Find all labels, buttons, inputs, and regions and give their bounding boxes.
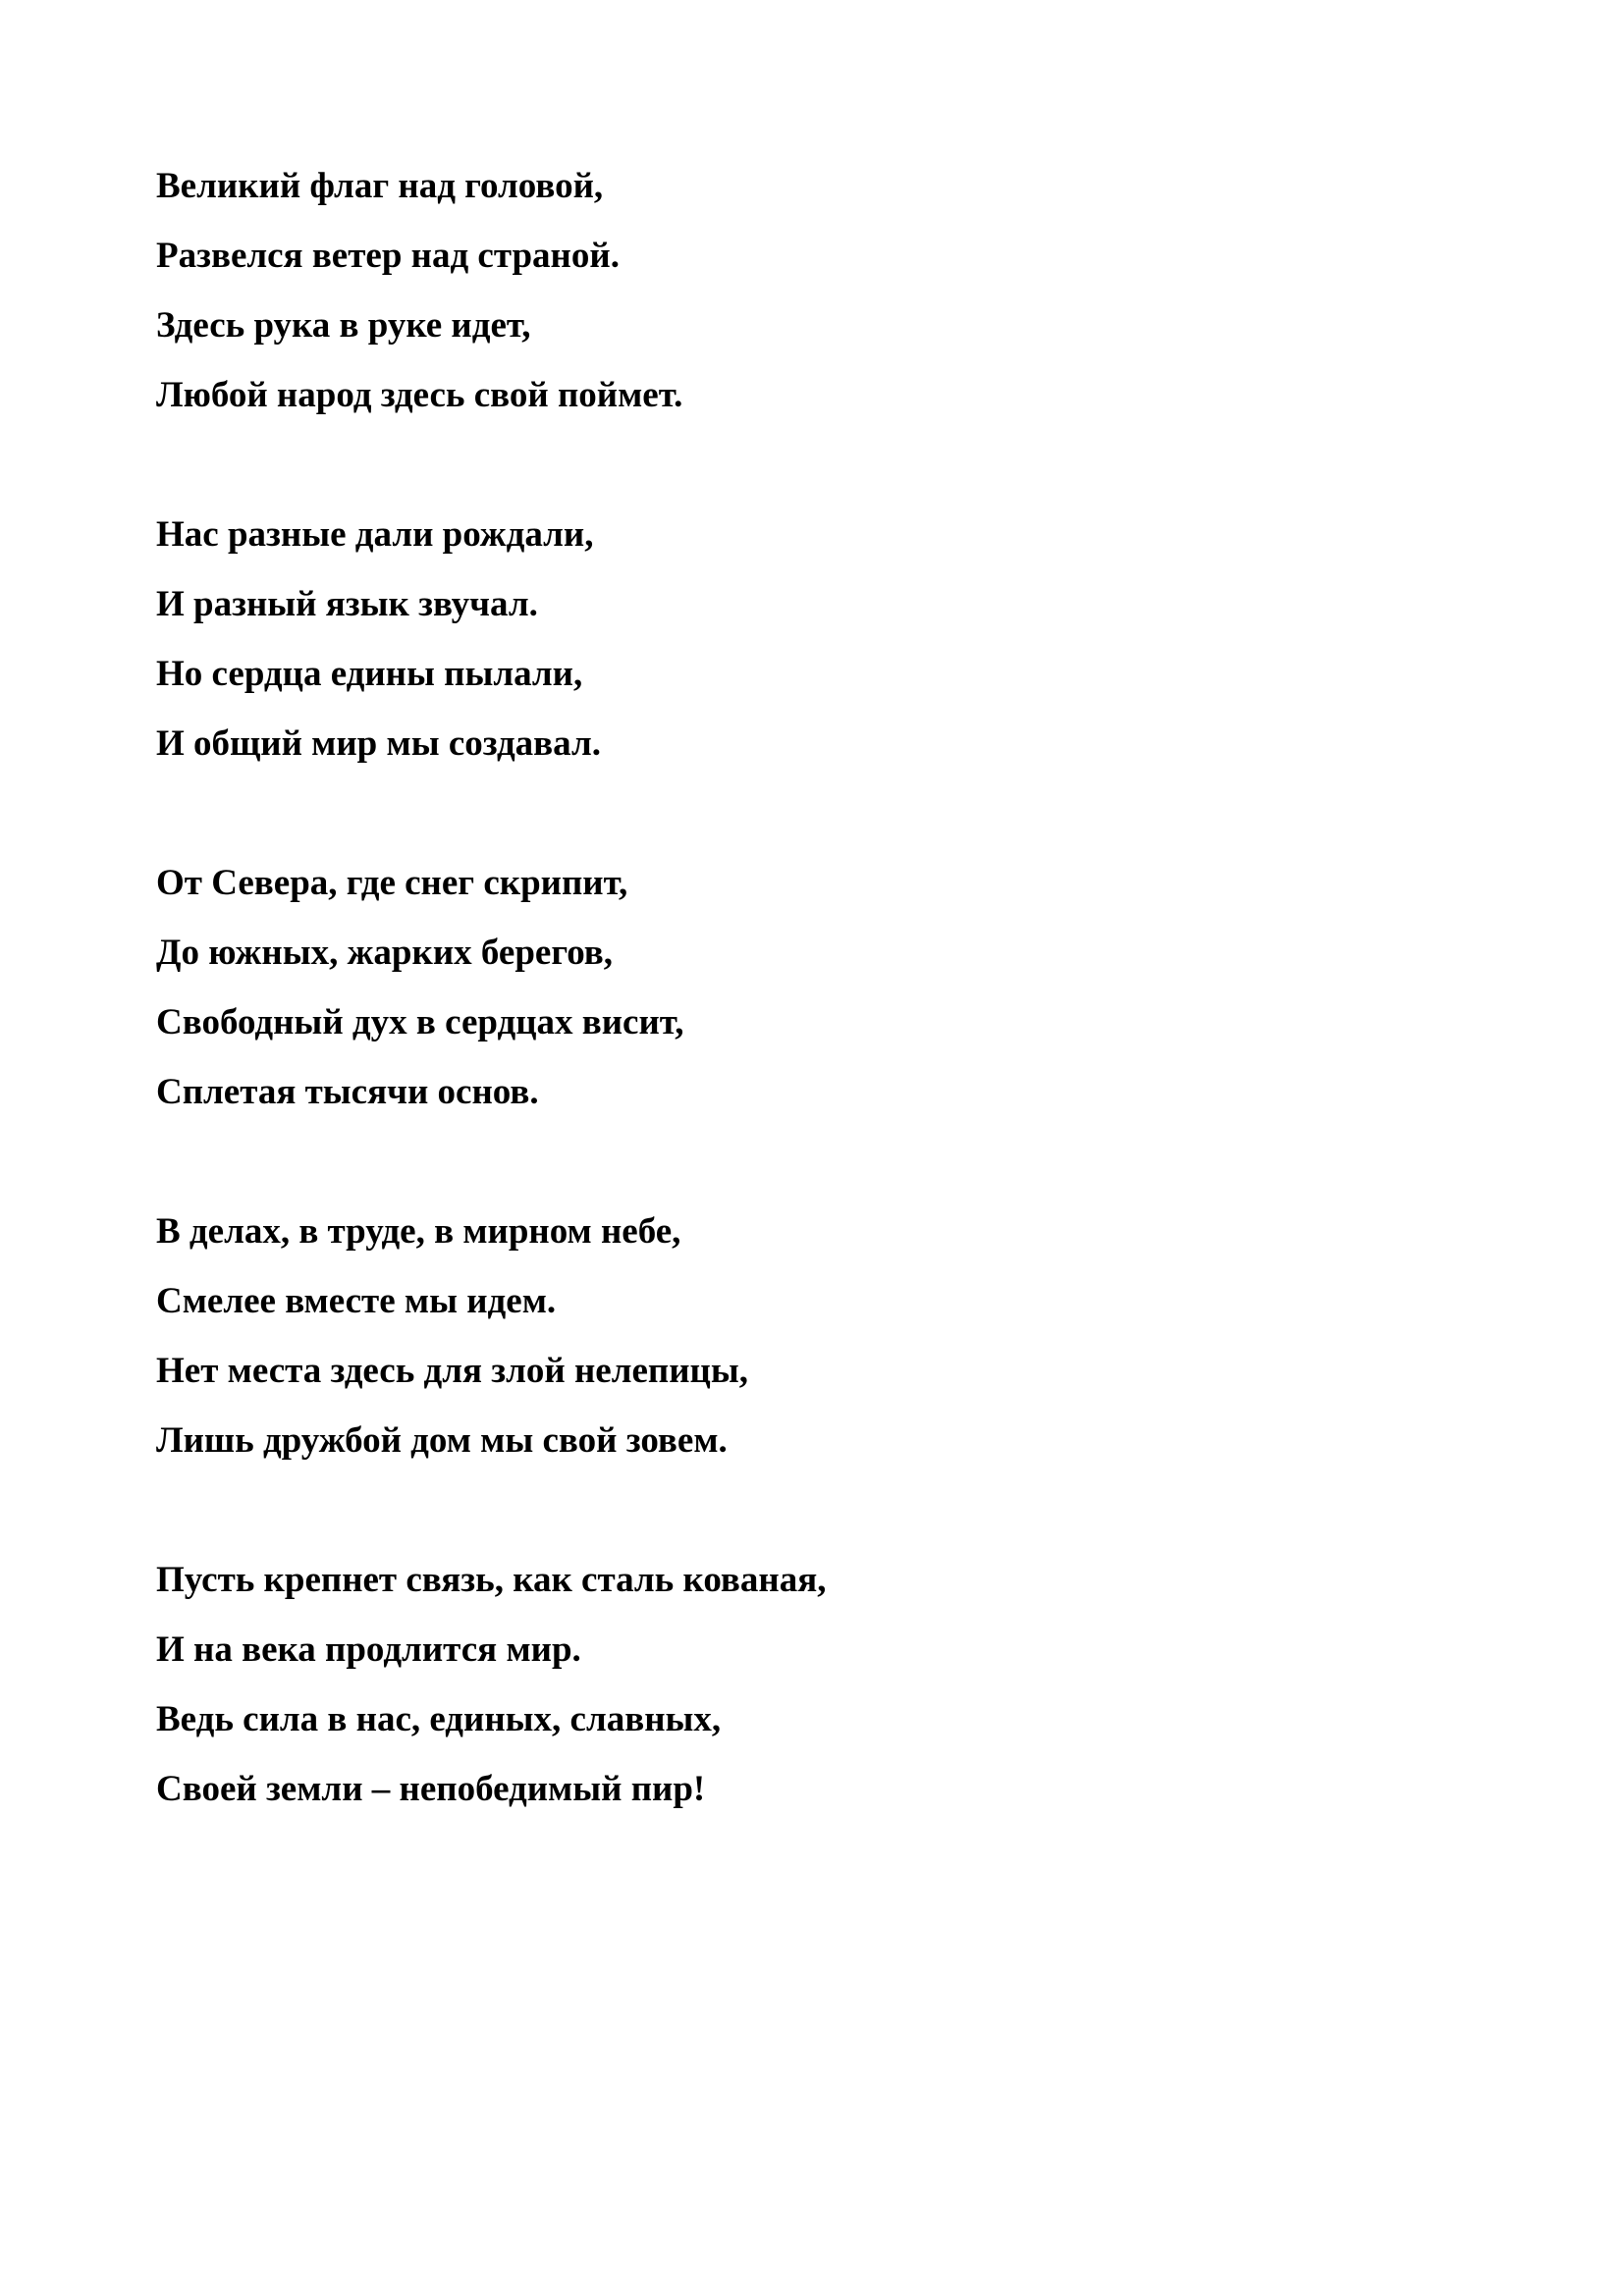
poem-line: От Севера, где снег скрипит, xyxy=(156,863,628,903)
poem-line: Но сердца едины пылали, xyxy=(156,654,583,694)
poem-line: Своей земли – непобедимый пир! xyxy=(156,1769,706,1809)
poem-line: Пусть крепнет связь, как сталь кованая, xyxy=(156,1560,827,1600)
stanza-1 xyxy=(156,151,1472,430)
poem-line: Любой народ здесь свой поймет. xyxy=(156,375,683,415)
poem-line: Великий флаг над головой, xyxy=(156,166,604,206)
poem-line: Нет места здесь для злой нелепицы, xyxy=(156,1351,748,1391)
stanza-4 xyxy=(156,1197,1472,1475)
poem-line: В делах, в труде, в мирном небе, xyxy=(156,1211,681,1252)
poem-line: До южных, жарких берегов, xyxy=(156,933,614,973)
stanza-2 xyxy=(156,500,1472,778)
stanza-5 xyxy=(156,1545,1472,1824)
poem-line: Здесь рука в руке идет, xyxy=(156,305,531,346)
poem-line: И общий мир мы создавал. xyxy=(156,723,601,764)
poem-line: Ведь сила в нас, единых, славных, xyxy=(156,1699,722,1739)
poem-line: Нас разные дали рождали, xyxy=(156,514,594,555)
stanza-3 xyxy=(156,848,1472,1127)
poem-line: Свободный дух в сердцах висит, xyxy=(156,1002,684,1042)
poem-line: Сплетая тысячи основ. xyxy=(156,1072,539,1112)
poem xyxy=(156,151,1472,1894)
poem-line: И разный язык звучал. xyxy=(156,584,538,624)
poem-line: И на века продлится мир. xyxy=(156,1629,581,1670)
poem-line: Развелся ветер над страной. xyxy=(156,236,620,276)
poem-line: Смелее вместе мы идем. xyxy=(156,1281,557,1321)
poem-line: Лишь дружбой дом мы свой зовем. xyxy=(156,1420,728,1461)
